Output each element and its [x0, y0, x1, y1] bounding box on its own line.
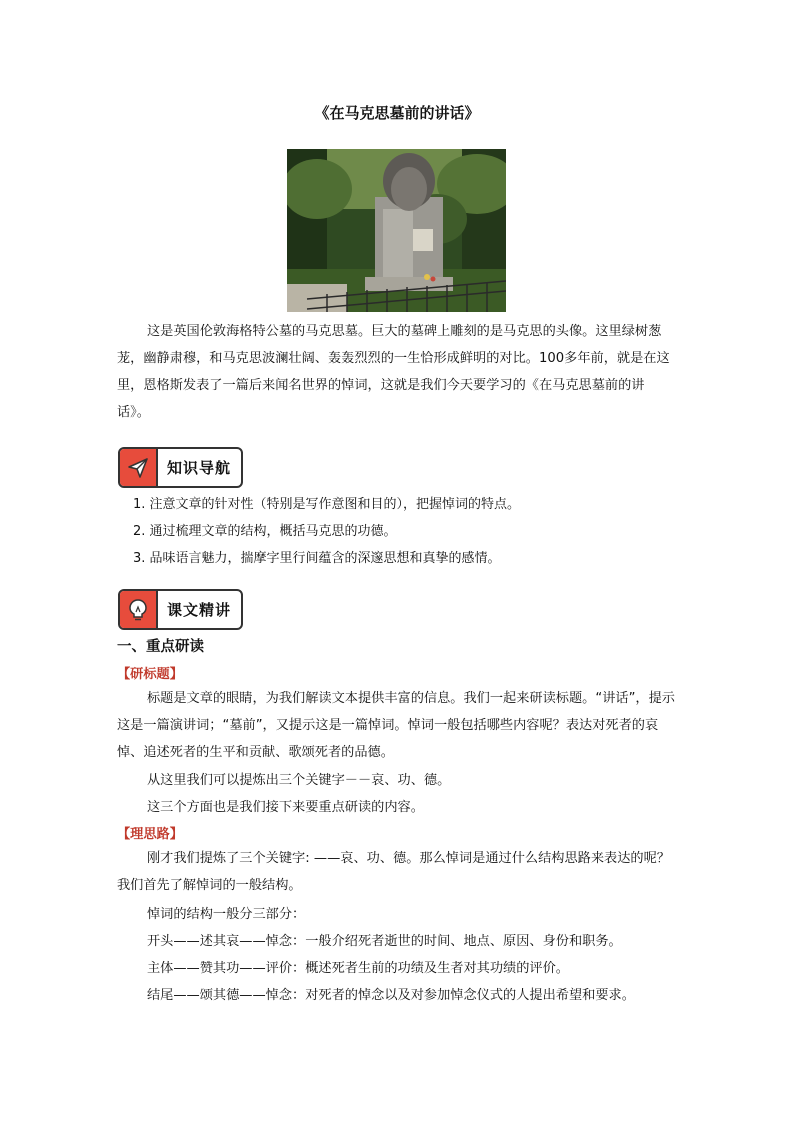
- structure-item: 主体——赞其功——评价：概述死者生前的功绩及生者对其功绩的评价。: [147, 961, 569, 976]
- keyword-line: 从这里我们可以提炼出三个关键字－－哀、功、德。: [147, 773, 451, 788]
- badge-label: 课文精讲: [167, 601, 232, 619]
- lightbulb-icon: [120, 591, 158, 628]
- section-badge-knowledge-nav: [118, 447, 243, 488]
- structure-item: 结尾——颂其德——悼念：对死者的悼念以及对参加悼念仪式的人提出希望和要求。: [147, 988, 635, 1003]
- page-title: 《在马克思墓前的讲话》: [314, 104, 480, 122]
- structure-intro: 悼词的结构一般分三部分：: [147, 907, 306, 922]
- tag-label-title: 【研标题】: [117, 667, 183, 682]
- title-analysis-paragraph: 标题是文章的眼睛，为我们解读文本提供丰富的信息。我们一起来研读标题。“讲话”，提示这是一篇演讲词；“墓前”，又提示这是一篇悼词。悼词一般包括哪些内容呢？表达对死者的哀悼、追述死者的生平和贡献、歌颂死者的品德。: [117, 691, 675, 760]
- structure-item: 开头——述其哀——悼念：一般介绍死者逝世的时间、地点、原因、身份和职务。: [147, 934, 622, 949]
- tag-label-logic: 【理思路】: [117, 827, 183, 842]
- focus-line: 这三个方面也是我们接下来要重点研读的内容。: [147, 800, 424, 815]
- badge-label: 知识导航: [167, 459, 232, 477]
- list-item: 2. 通过梳理文章的结构，概括马克思的功德。: [133, 524, 397, 539]
- section-badge-lesson: [118, 589, 243, 630]
- paper-plane-icon: [120, 449, 158, 486]
- marx-tomb-photo: [287, 149, 506, 312]
- list-item: 1. 注意文章的针对性（特别是写作意图和目的），把握悼词的特点。: [133, 497, 521, 512]
- section-heading: 一、重点研读: [117, 638, 204, 655]
- logic-paragraph: 刚才我们提炼了三个关键字: ——哀、功、德。那么悼词是通过什么结构思路来表达的呢？我们首先了解悼词的一般结构。: [117, 851, 670, 893]
- intro-paragraph: 这是英国伦敦海格特公墓的马克思墓。巨大的墓碑上雕刻的是马克思的头像。这里绿树葱茏，幽静肃穆，和马克思波澜壮阔、轰轰烈烈的一生恰形成鲜明的对比。100多年前，就是在这里，恩格斯发表了一篇后来闻名世界的悼词，这就是我们今天要学习的《在马克思墓前的讲话》。: [117, 324, 670, 420]
- list-item: 3. 品味语言魅力，揣摩字里行间蕴含的深邃思想和真挚的感情。: [133, 551, 501, 566]
